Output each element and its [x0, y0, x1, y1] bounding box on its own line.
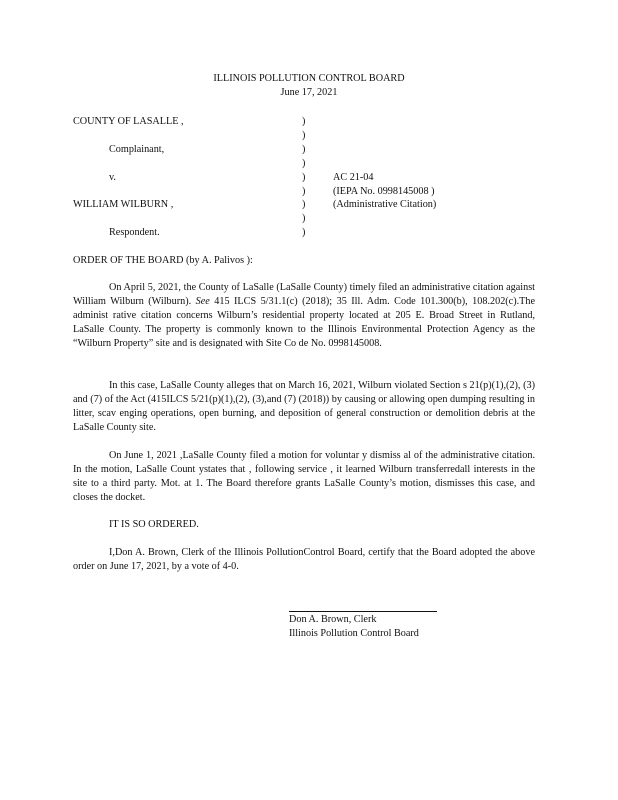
paragraph-filing-text: On April 5, 2021, the County of LaSalle (LaSalle County) timely filed an administrative citation against William Wilburn (Wilburn). — [73, 282, 535, 307]
caption-bracket: ) — [302, 213, 306, 224]
case-type: (Administrative Citation) — [333, 199, 437, 210]
respondent-role: Respondent. — [109, 227, 160, 238]
respondent-name: WILLIAM WILBURN , — [73, 199, 174, 210]
case-number: AC 21-04 — [333, 172, 374, 183]
paragraph-dismissal: On June 1, 2021 ,LaSalle County filed a motion for voluntar y dismiss al of the administrative citation. In the motion, LaSalle Count ystates that , following service , it learned Wilburn transferredall interests in the site to a third party. Mot. at 1. The Board therefore grants LaSalle County’s motion, dismisses this case, and closes the docket. — [73, 450, 535, 503]
citation-signal: See — [195, 296, 210, 307]
paragraph-filing — [73, 281, 535, 351]
paragraph-certification: I,Don A. Brown, Clerk of the Illinois PollutionControl Board, certify that the Board adopted the above order on June 17, 2021, by a vote of 4-0. — [73, 547, 535, 572]
versus-label: v. — [109, 172, 116, 183]
signature-org: Illinois Pollution Control Board — [289, 628, 419, 639]
iepa-number: (IEPA No. 0998145008 ) — [333, 186, 435, 197]
order-heading: ORDER OF THE BOARD (by A. Palivos ): — [73, 255, 253, 266]
so-ordered: IT IS SO ORDERED. — [109, 519, 199, 530]
caption-bracket: ) — [302, 158, 306, 169]
order-date: June 17, 2021 — [280, 87, 338, 98]
caption-bracket: ) — [302, 227, 306, 238]
caption-bracket: ) — [302, 130, 306, 141]
signature-name: Don A. Brown, Clerk — [289, 614, 377, 625]
paragraph-allegations: In this case, LaSalle County alleges that on March 16, 2021, Wilburn violated Section s 21(p)(1),(2), (3) and (7) of the Act (415ILCS 5/21(p)(1),(2), (3),and (7) (2018)) by causing or allowing open dumping resulting in litter, scav enging operations, open burning, and deposition of general construction or demolition debris at the LaSalle County site. — [73, 380, 535, 433]
complainant-role: Complainant, — [109, 144, 165, 155]
paragraph-filing-text-cont: 415 ILCS 5/31.1(c) (2018); 35 Ill. Adm. Code 101.300(b), 108.202(c).The administ rative citation concerns Wilburn’s residential property located at 205 E. Broad Street in Rutland, LaSalle County. The property is commonly known to the Illinois Environmental Protection Agency as the “Wilburn Property” site and is designated with Site Co de No. 0998145008. — [73, 296, 535, 349]
caption-bracket: ) — [302, 199, 306, 210]
board-title: ILLINOIS POLLUTION CONTROL BOARD — [213, 73, 405, 84]
signature-line — [289, 611, 437, 612]
complainant-name: COUNTY OF LASALLE , — [73, 116, 184, 127]
caption-bracket: ) — [302, 172, 306, 183]
caption-bracket: ) — [302, 144, 306, 155]
caption-bracket: ) — [302, 116, 306, 127]
caption-bracket: ) — [302, 186, 306, 197]
